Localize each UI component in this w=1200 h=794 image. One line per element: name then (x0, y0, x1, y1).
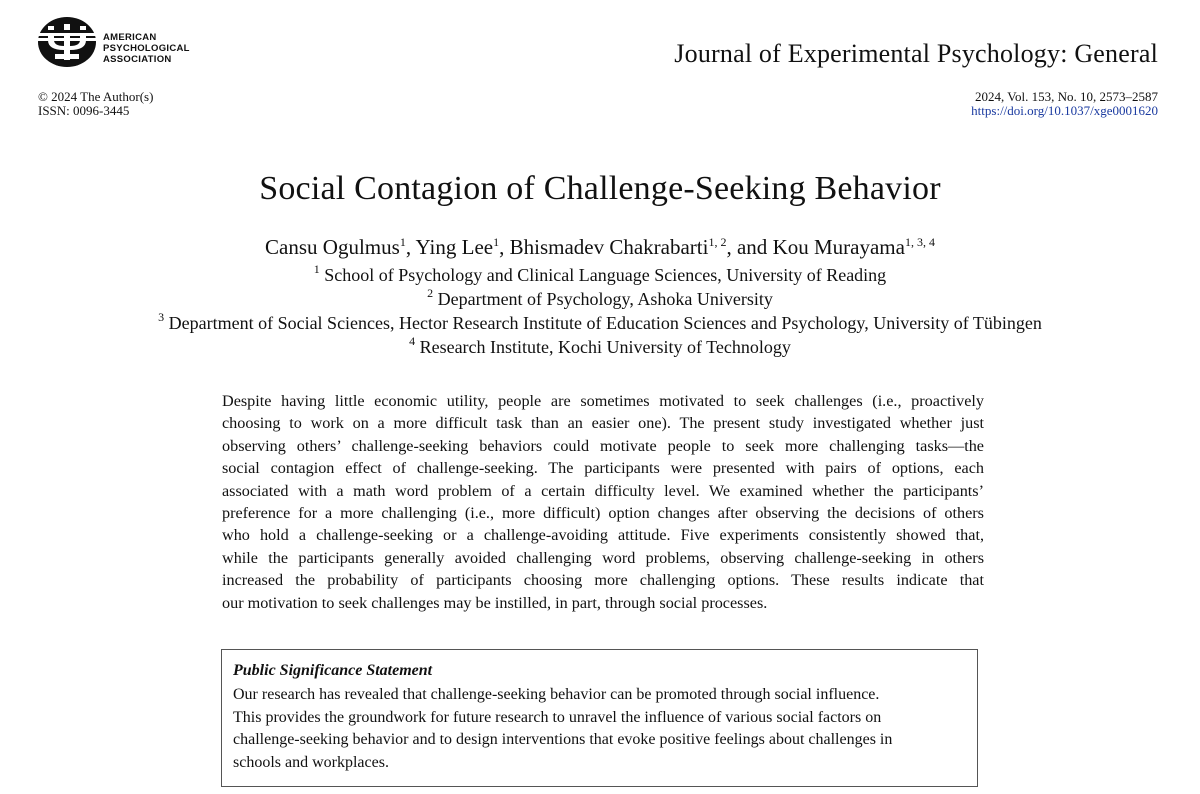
affiliation (0, 262, 1200, 286)
author-affil-mark: 1 (399, 235, 406, 249)
significance-statement-box (221, 649, 978, 787)
affiliation (0, 334, 1200, 358)
publisher-name (103, 32, 190, 65)
author-name: Ying Lee (415, 235, 494, 259)
abstract-line: social contagion effect of challenge-seeking. The participants were presented with pairs of options, each (222, 459, 984, 478)
affiliation-text: Department of Social Sciences, Hector Research Institute of Education Sciences and Psychology, University of Tübingen (168, 313, 1042, 333)
publisher-line: AMERICAN (103, 32, 157, 43)
abstract-line: preference for a more challenging (i.e., more difficult) option changes after observing the decisions of others (222, 504, 984, 523)
author-affil-mark: 1, 3, 4 (904, 235, 935, 249)
significance-heading: Public Significance Statement (233, 662, 433, 679)
affiliation-number: 4 (409, 334, 416, 348)
abstract-line: choosing to work on a more difficult task than an easier one). The present study investigated whether just (222, 414, 984, 433)
issn: ISSN: 0096-3445 (38, 103, 130, 118)
author-name: Kou Murayama (772, 235, 905, 259)
abstract-line: our motivation to seek challenges may be instilled, in part, through social processes. (222, 593, 768, 612)
affiliation-text: Department of Psychology, Ashoka University (437, 289, 773, 309)
abstract-line: observing others’ challenge-seeking behaviors could motivate people to seek more challenging tasks—the (222, 436, 984, 455)
author-affil-mark: 1, 2 (708, 235, 727, 249)
significance-line: Our research has revealed that challenge-seeking behavior can be promoted through social influence. (233, 686, 880, 703)
paper-title: Social Contagion of Challenge-Seeking Behavior (259, 170, 941, 207)
doi-link[interactable]: https://doi.org/10.1037/xge0001620 (971, 103, 1158, 118)
author-affil-mark: 1 (493, 235, 500, 249)
abstract-line: while the participants generally avoided challenging word problems, observing challenge-seeking in others (222, 548, 984, 567)
affiliation-text: Research Institute, Kochi University of Technology (419, 337, 791, 357)
significance-body (233, 684, 967, 774)
abstract (222, 390, 984, 614)
abstract-line: associated with a math word problem of a certain difficulty level. We examined whether the participants’ (222, 481, 984, 500)
author-name: Bhismadev Chakrabarti (509, 235, 709, 259)
author-separator: , and (726, 235, 773, 259)
affiliation (0, 286, 1200, 310)
abstract-line: Despite having little economic utility, people are sometimes motivated to seek challenges (i.e., proactively (222, 392, 984, 410)
journal-name: Journal of Experimental Psychology: General (674, 39, 1158, 68)
abstract-line: who hold a challenge-seeking or a challenge-avoiding attitude. Five experiments consistently showed that, (222, 526, 984, 545)
affiliation (0, 310, 1200, 334)
affiliation-number: 1 (313, 262, 320, 276)
affiliation-text: School of Psychology and Clinical Language Sciences, University of Reading (324, 265, 887, 285)
publisher-line: ASSOCIATION (103, 54, 172, 65)
author-separator: , (499, 235, 510, 259)
author-list (0, 235, 1200, 260)
significance-line: schools and workplaces. (233, 753, 389, 771)
apa-logo (37, 16, 97, 68)
affiliation-number: 2 (427, 286, 434, 300)
copyright-block (38, 90, 153, 118)
author-name: Cansu Ogulmus (265, 235, 400, 259)
significance-line: This provides the groundwork for future research to unravel the influence of various social factors on (233, 708, 882, 726)
citation-block (971, 90, 1158, 118)
copyright: © 2024 The Author(s) (38, 89, 154, 104)
abstract-line: increased the probability of participants choosing more challenging options. These results indicate that (222, 571, 984, 590)
significance-line: challenge-seeking behavior and to design interventions that evoke positive feelings about challenges in (233, 731, 893, 748)
author-separator: , (405, 235, 416, 259)
affiliation-number: 3 (158, 310, 165, 324)
apa-logo-icon (37, 16, 97, 68)
publisher-line: PSYCHOLOGICAL (103, 43, 190, 54)
citation: 2024, Vol. 153, No. 10, 2573–2587 (975, 89, 1158, 104)
